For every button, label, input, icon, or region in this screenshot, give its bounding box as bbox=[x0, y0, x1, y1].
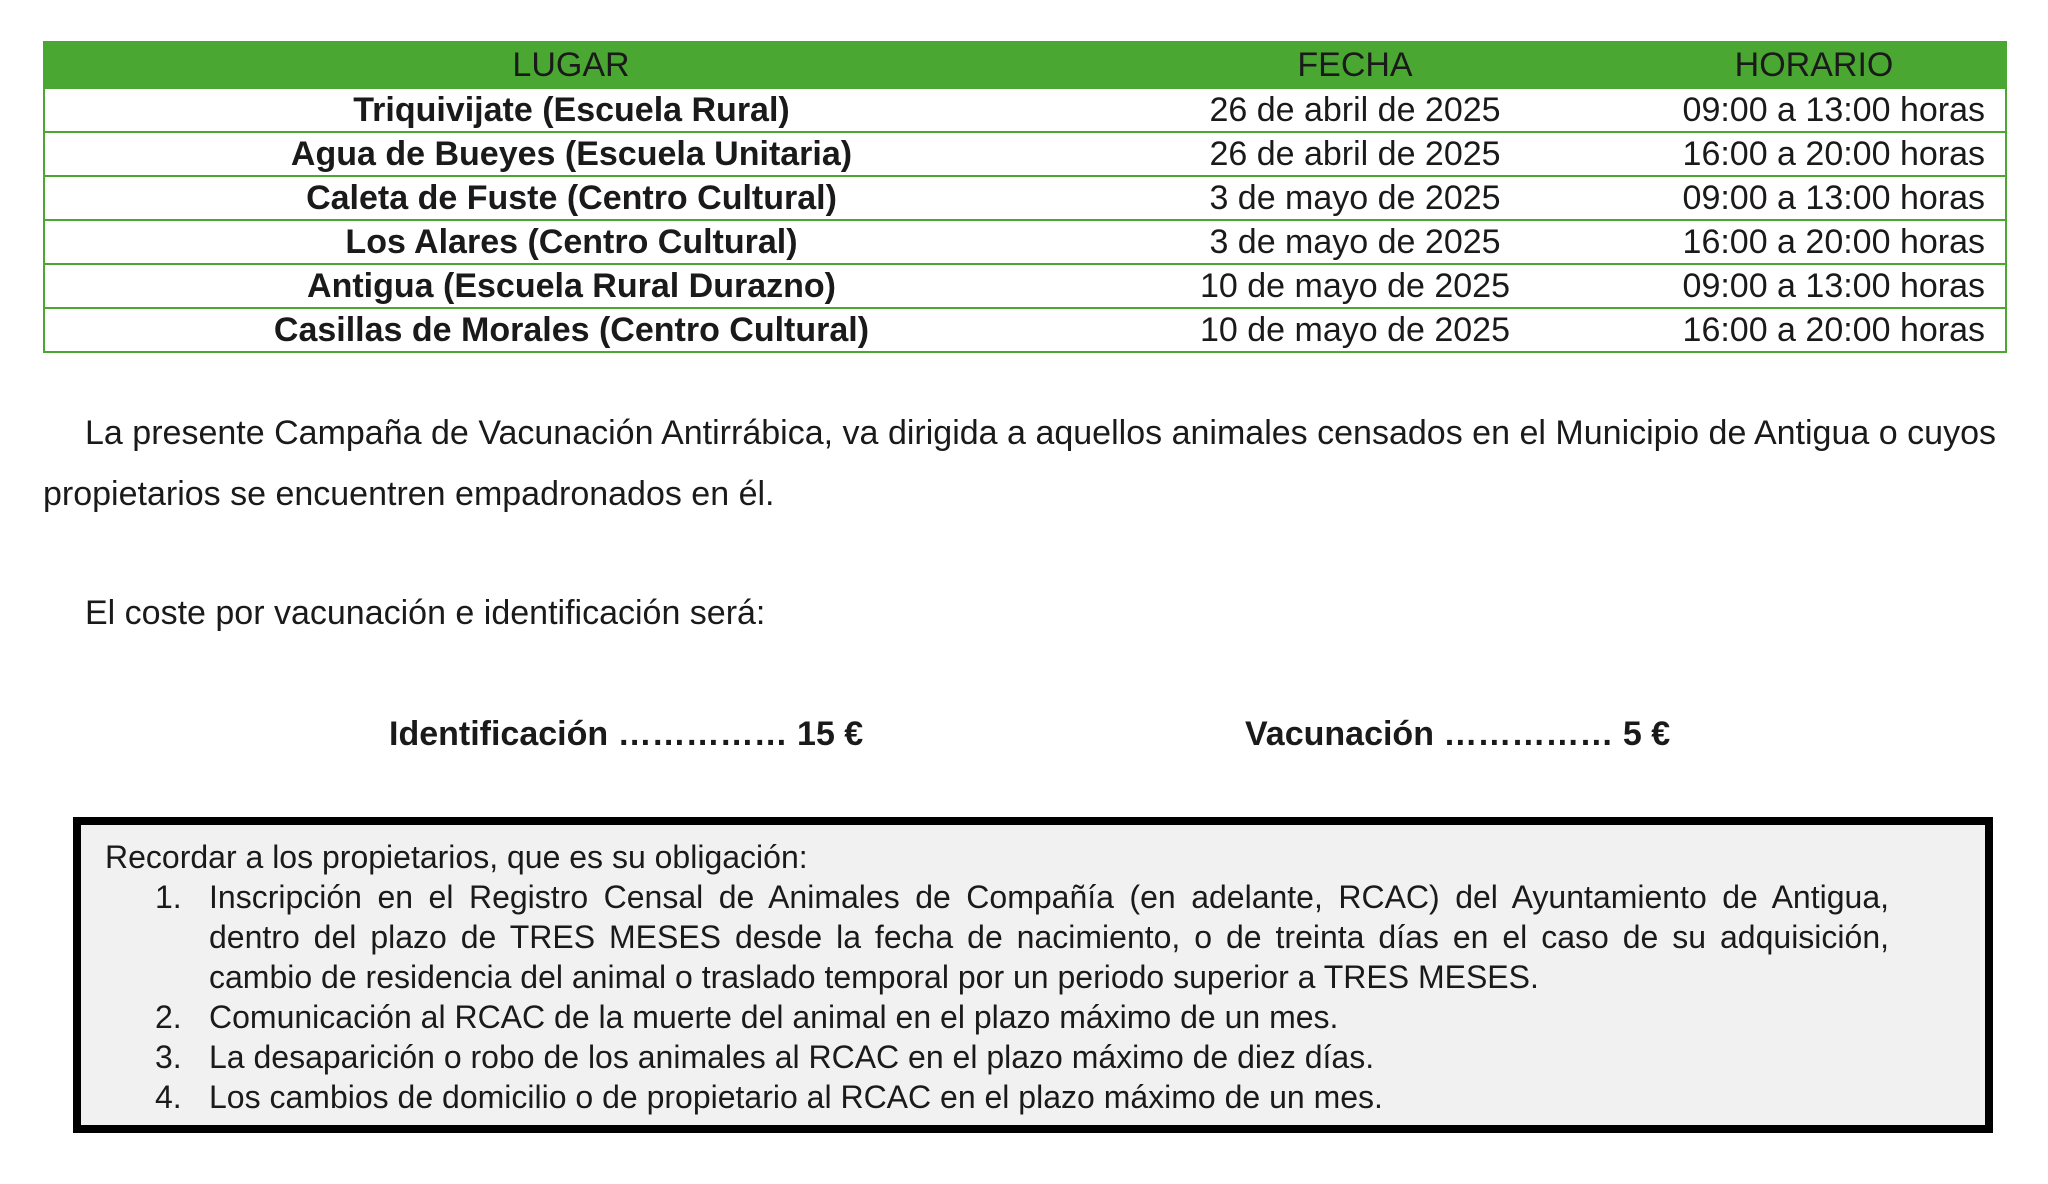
cell-horario: 09:00 a 13:00 horas bbox=[1612, 88, 2006, 132]
cost-intro-paragraph bbox=[43, 583, 1996, 644]
table-row bbox=[44, 220, 2006, 264]
list-item-number: 4. bbox=[155, 1079, 182, 1115]
list-item-number: 1. bbox=[155, 879, 182, 915]
vaccination-cost: Vacunación …………… 5 € bbox=[1245, 715, 1671, 753]
cell-lugar: Caleta de Fuste (Centro Cultural) bbox=[44, 176, 1098, 220]
cell-horario: 16:00 a 20:00 horas bbox=[1612, 220, 2006, 264]
campaign-paragraph bbox=[43, 403, 1996, 525]
header-horario: HORARIO bbox=[1612, 42, 2006, 88]
cell-lugar: Antigua (Escuela Rural Durazno) bbox=[44, 264, 1098, 308]
table-row bbox=[44, 88, 2006, 132]
schedule-table bbox=[43, 41, 2007, 353]
cell-lugar: Los Alares (Centro Cultural) bbox=[44, 220, 1098, 264]
cell-horario: 16:00 a 20:00 horas bbox=[1612, 132, 2006, 176]
list-item bbox=[155, 1077, 1889, 1117]
table-row bbox=[44, 308, 2006, 352]
cost-intro-text: El coste por vacunación e identificación será: bbox=[85, 594, 766, 632]
list-item bbox=[155, 1037, 1889, 1077]
obligations-list bbox=[105, 877, 1889, 1117]
table-row bbox=[44, 132, 2006, 176]
cell-fecha: 3 de mayo de 2025 bbox=[1098, 176, 1612, 220]
cell-horario: 16:00 a 20:00 horas bbox=[1612, 308, 2006, 352]
cell-fecha: 26 de abril de 2025 bbox=[1098, 132, 1612, 176]
cell-lugar: Triquivijate (Escuela Rural) bbox=[44, 88, 1098, 132]
table-header-row bbox=[44, 42, 2006, 88]
header-lugar: LUGAR bbox=[44, 42, 1098, 88]
header-fecha: FECHA bbox=[1098, 42, 1612, 88]
list-item-text: La desaparición o robo de los animales al RCAC en el plazo máximo de diez días. bbox=[209, 1039, 1375, 1075]
cell-lugar: Casillas de Morales (Centro Cultural) bbox=[44, 308, 1098, 352]
campaign-text: La presente Campaña de Vacunación Antirrábica, va dirigida a aquellos animales censados en el Municipio de Antigua o cuyos propietarios se encuentren empadronados en él. bbox=[43, 414, 1996, 513]
cell-fecha: 26 de abril de 2025 bbox=[1098, 88, 1612, 132]
table-row bbox=[44, 264, 2006, 308]
list-item-text: Los cambios de domicilio o de propietario al RCAC en el plazo máximo de un mes. bbox=[209, 1079, 1383, 1115]
list-item bbox=[155, 877, 1889, 997]
list-item-text: Comunicación al RCAC de la muerte del animal en el plazo máximo de un mes. bbox=[209, 999, 1339, 1035]
cell-fecha: 3 de mayo de 2025 bbox=[1098, 220, 1612, 264]
cell-horario: 09:00 a 13:00 horas bbox=[1612, 264, 2006, 308]
cell-fecha: 10 de mayo de 2025 bbox=[1098, 264, 1612, 308]
cell-lugar: Agua de Bueyes (Escuela Unitaria) bbox=[44, 132, 1098, 176]
owner-obligations-box bbox=[73, 817, 1993, 1133]
list-item bbox=[155, 997, 1889, 1037]
list-item-number: 2. bbox=[155, 999, 182, 1035]
cell-fecha: 10 de mayo de 2025 bbox=[1098, 308, 1612, 352]
obligations-title: Recordar a los propietarios, que es su obligación: bbox=[105, 839, 808, 875]
identification-cost: Identificación …………… 15 € bbox=[389, 715, 864, 753]
list-item-text: Inscripción en el Registro Censal de Animales de Compañía (en adelante, RCAC) del Ayuntamiento de Antigua, dentro del plazo de TRES MESES desde la fecha de nacimiento, o de treinta días en el caso de su adquisición, cambio de residencia del animal o traslado temporal por un periodo superior a TRES MESES. bbox=[209, 879, 1889, 995]
table-row bbox=[44, 176, 2006, 220]
cell-horario: 09:00 a 13:00 horas bbox=[1612, 176, 2006, 220]
list-item-number: 3. bbox=[155, 1039, 182, 1075]
